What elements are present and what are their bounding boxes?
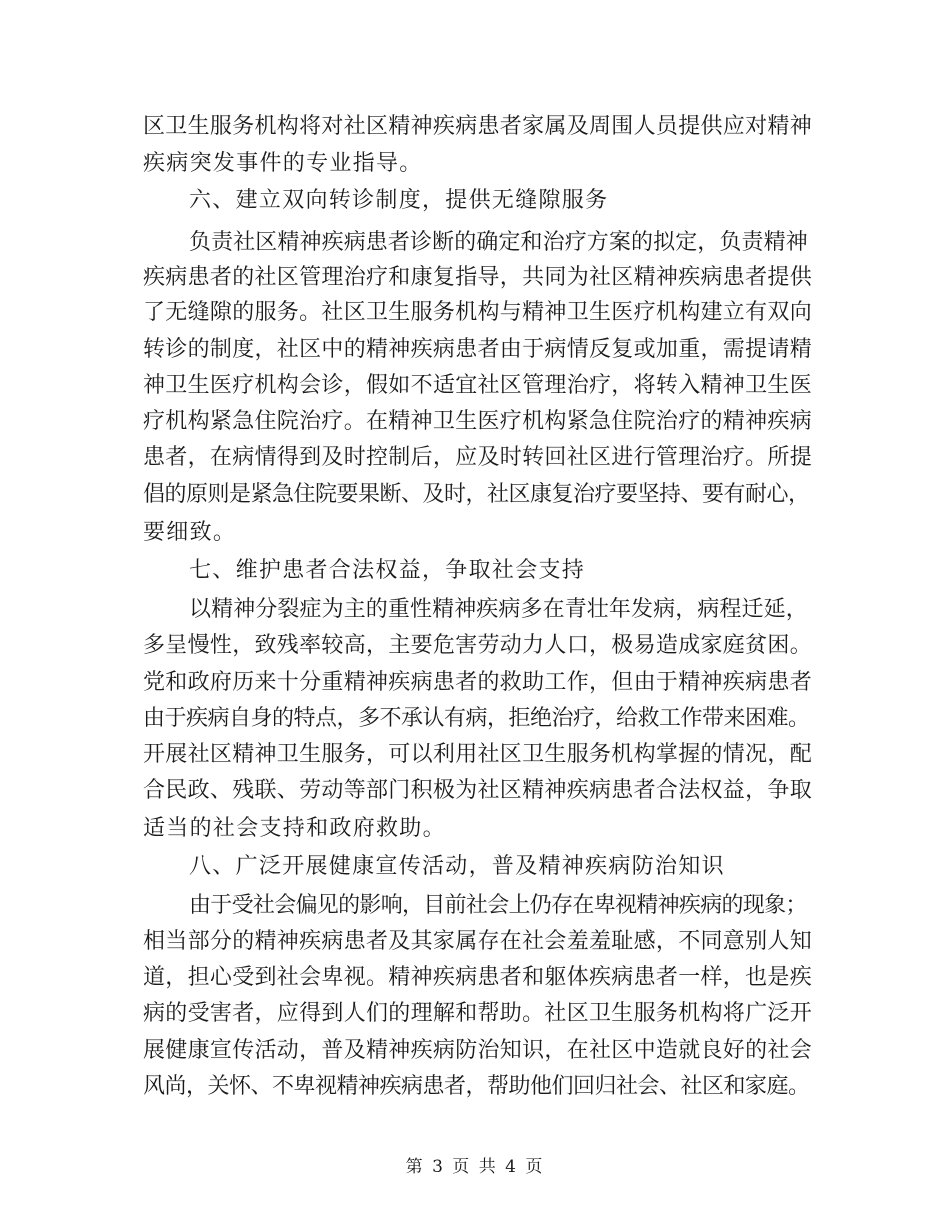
section-heading: 六、建立双向转诊制度，提供无缝隙服务 [189,188,609,213]
body-line: 展健康宣传活动，普及精神疾病防治知识，在社区中造就良好的社会 [143,1038,813,1063]
body-line: 以精神分裂症为主的重性精神疾病多在青壮年发病，病程迁延， [189,597,808,622]
section-heading: 七、维护患者合法权益，争取社会支持 [189,558,586,583]
body-line: 区卫生服务机构将对社区精神疾病患者家属及周围人员提供应对精神 [143,114,813,139]
body-line: 疗机构紧急住院治疗。在精神卫生医疗机构紧急住院治疗的精神疾病 [143,409,813,434]
body-line: 转诊的制度，社区中的精神疾病患者由于病情反复或加重，需提请精 [143,337,813,362]
body-line: 开展社区精神卫生服务，可以利用社区卫生服务机构掌握的情况，配 [143,742,813,767]
body-line: 疾病突发事件的专业指导。 [143,151,423,176]
body-line: 负责社区精神疾病患者诊断的确定和治疗方案的拟定，负责精神 [189,230,808,255]
body-line: 倡的原则是紧急住院要果断、及时，社区康复治疗要坚持、要有耐心， [143,482,810,507]
body-line: 党和政府历来十分重精神疾病患者的救助工作，但由于精神疾病患者 [143,670,813,695]
body-line: 道，担心受到社会卑视。精神疾病患者和躯体疾病患者一样，也是疾 [143,965,813,990]
body-line: 要细致。 [143,520,237,545]
body-line: 病的受害者，应得到人们的理解和帮助。社区卫生服务机构将广泛开 [143,1001,813,1026]
body-line: 患者，在病情得到及时控制后，应及时转回社区进行管理治疗。所提 [143,445,813,470]
body-line: 相当部分的精神疾病患者及其家属存在社会羞羞耻感，不同意别人知 [143,929,813,954]
section-heading: 八、广泛开展健康宣传活动，普及精神疾病防治知识 [189,854,725,879]
body-line: 疾病患者的社区管理治疗和康复指导，共同为社区精神疾病患者提供 [143,265,813,290]
body-line: 多呈慢性，致残率较高，主要危害劳动力人口，极易造成家庭贫困。 [143,633,813,658]
page-number: 第 3 页 共 4 页 [405,1157,545,1177]
body-line: 神卫生医疗机构会诊，假如不适宜社区管理治疗，将转入精神卫生医 [143,373,813,398]
body-line: 适当的社会支持和政府救助。 [143,816,446,841]
body-line: 由于疾病自身的特点，多不承认有病，拒绝治疗，给救工作带来困难。 [143,706,810,731]
body-line: 由于受社会偏见的影响，目前社会上仍存在卑视精神疾病的现象； [189,893,807,918]
body-line: 合民政、残联、劳动等部门积极为社区精神疾病患者合法权益，争取 [143,778,813,803]
body-line: 风尚，关怀、不卑视精神疾病患者，帮助他们回归社会、社区和家庭。 [143,1074,810,1099]
body-line: 了无缝隙的服务。社区卫生服务机构与精神卫生医疗机构建立有双向 [143,300,813,325]
